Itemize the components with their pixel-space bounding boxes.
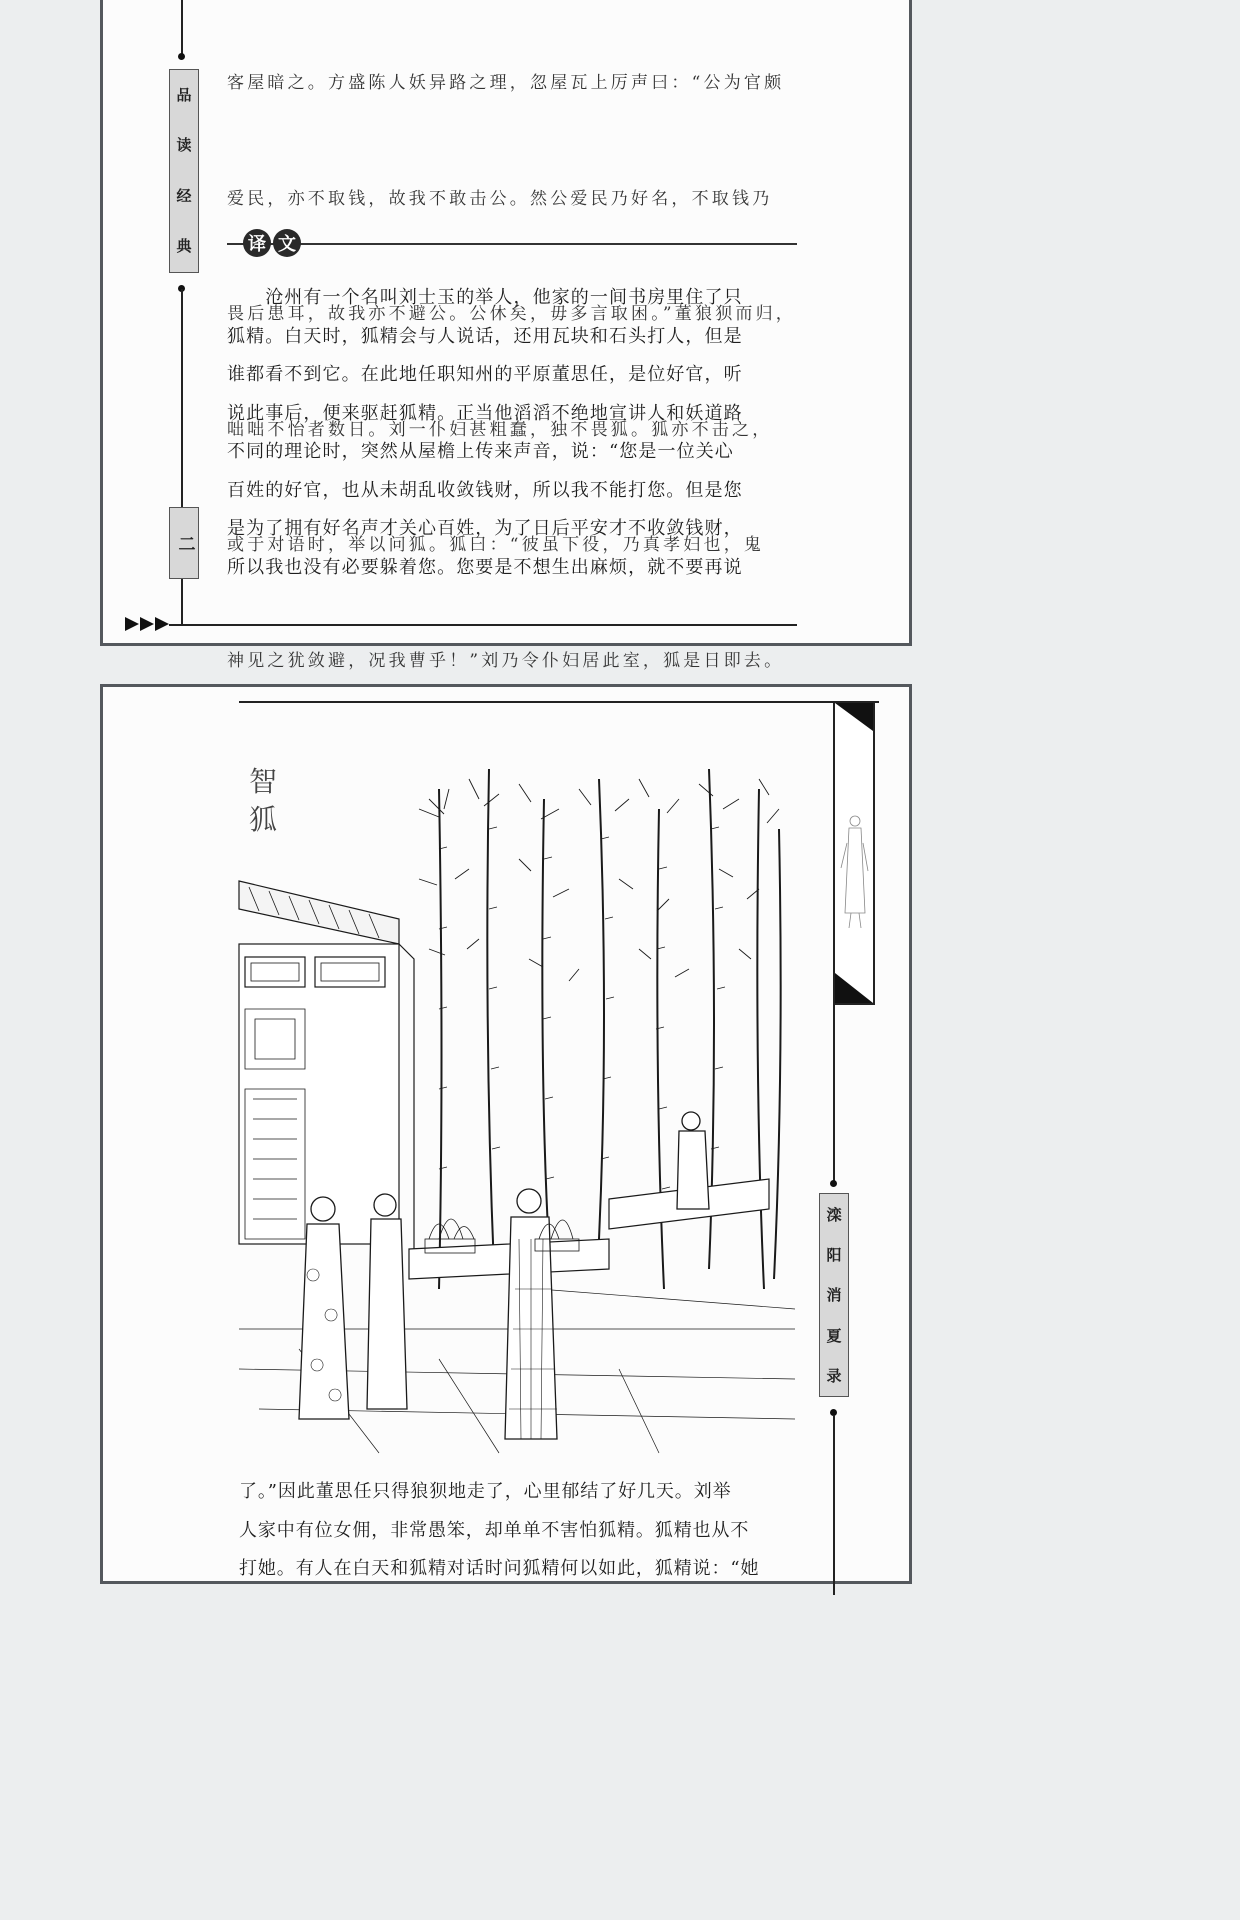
text-line: 或于对语时，举以问狐。狐曰：“彼虽下役，乃真孝妇也，鬼 — [227, 535, 765, 555]
scroll-figure-icon — [835, 703, 873, 1003]
translation-section-heading — [227, 229, 797, 259]
rail-tab-char: 滦 — [826, 1205, 842, 1224]
rail-line-right-top — [833, 1005, 835, 1181]
book-page-upper — [100, 0, 912, 671]
rail-line-middle — [181, 289, 183, 507]
text-line: 打她。有人在白天和狐精对话时问狐精何以如此，狐精说：“她 — [239, 1558, 760, 1579]
text-line: 神见之犹敛避，况我曹乎！”刘乃令仆妇居此室，狐是日即去。 — [227, 650, 785, 671]
illustration-title-char: 智 — [248, 765, 277, 798]
text-line: 狐精。白天时，狐精会与人说话，还用瓦块和石头打人，但是 — [227, 325, 743, 347]
text-line: 畏后患耳，故我亦不避公。公休矣，毋多言取困。”董狼狈而归， — [227, 304, 796, 324]
courtyard-illustration — [239, 769, 795, 1453]
rail-tab-char: 读 — [176, 136, 192, 155]
page-top-rule — [239, 701, 879, 703]
heading-seal-char: 译 — [243, 229, 271, 257]
rail-tab-chapter-char: 二 — [174, 534, 195, 552]
text-line: 咄咄不怡者数日。刘一仆妇甚粗蠢，独不畏狐。狐亦不击之， — [227, 419, 773, 440]
scroll-decoration — [833, 701, 875, 1005]
rail-line-bottom — [181, 579, 183, 625]
rail-tab-char: 消 — [826, 1286, 842, 1305]
rail-tab-pindu-jingdian — [169, 69, 199, 273]
text-line: 了。”因此董思任只得狼狈地走了，心里郁结了好几天。刘举 — [239, 1481, 732, 1502]
rail-line-right-bottom — [833, 1415, 835, 1595]
rail-tab-char: 经 — [176, 186, 192, 205]
rail-tab-chapter-number — [169, 507, 199, 579]
book-page-lower — [100, 684, 912, 1584]
text-line: 说此事后，便来驱赶狐精。正当他滔滔不绝地宣讲人和妖道路 — [227, 402, 743, 424]
rail-tab-luanyang-xiaoxialu — [819, 1193, 849, 1397]
text-line: 谁都看不到它。在此地任职知州的平原董思任，是位好官，听 — [227, 364, 743, 385]
text-line: 是为了拥有好名声才关心百姓，为了日后平安才不收敛钱财， — [227, 518, 743, 539]
triple-arrow-icon — [125, 613, 173, 635]
heading-seal-char: 文 — [273, 229, 301, 257]
text-line: 沧州有一个名叫刘士玉的举人，他家的一间书房里住了只 — [227, 287, 743, 308]
rail-dot — [830, 1180, 837, 1187]
text-line: 爱民，亦不取钱，故我不敢击公。然公爱民乃好名，不取钱乃 — [227, 188, 773, 209]
text-line: 所以我也没有必要躲着您。您要是不想生出麻烦，就不要再说 — [227, 556, 743, 578]
text-line: 百姓的好官，也从未胡乱收敛钱财，所以我不能打您。但是您 — [227, 479, 743, 501]
rail-tab-char: 阳 — [826, 1246, 842, 1265]
rail-tab-char: 品 — [176, 85, 192, 104]
rail-dot — [178, 53, 185, 60]
text-line: 不同的理论时，突然从屋檐上传来声音，说：“您是一位关心 — [227, 441, 734, 462]
page-bottom-rule — [169, 624, 797, 626]
translation-text — [227, 279, 797, 587]
continuation-text — [239, 1473, 795, 1589]
illustration-title-char: 狐 — [248, 803, 277, 836]
rail-tab-char: 夏 — [826, 1326, 842, 1345]
rail-tab-char: 典 — [176, 237, 192, 256]
rail-tab-char: 录 — [826, 1367, 842, 1386]
rail-line-top — [181, 0, 183, 55]
text-line: 客屋暗之。方盛陈人妖异路之理，忽屋瓦上厉声曰：“公为官颇 — [227, 73, 785, 93]
text-line: 人家中有位女佣，非常愚笨，却单单不害怕狐精。狐精也从不 — [239, 1519, 750, 1541]
heading-rule — [227, 243, 797, 245]
